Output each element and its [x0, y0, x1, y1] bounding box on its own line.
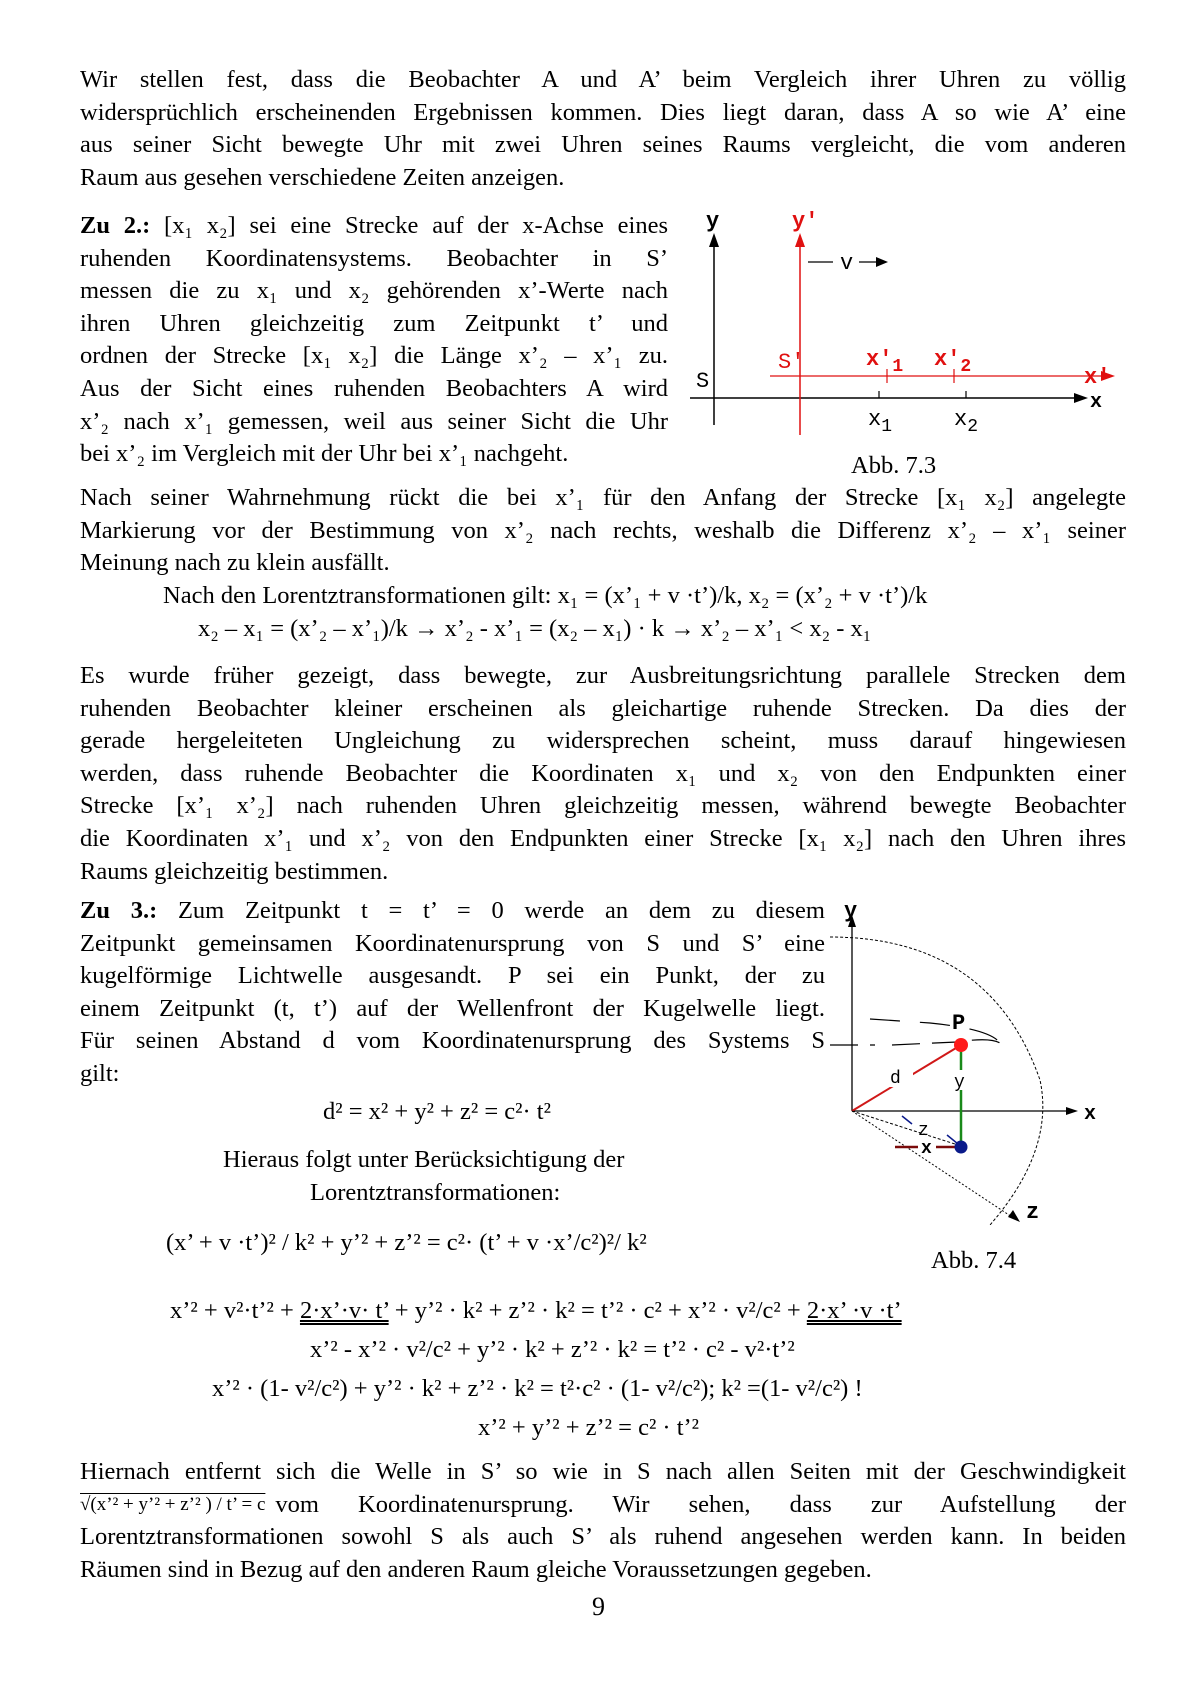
S-label: S [696, 369, 710, 394]
section2-heading: Zu 2.: [80, 212, 151, 239]
text-line: ruhenden Koordinatensystems. Beobachter in S’ [80, 244, 668, 272]
inequality-formula: x₂ – x₁ = (x’₂ – x’₁)/k → x’₂ - x’₁ = (x₂ – x₁) · k → x’₂ – x’₁ < x₂ - x₁ [198, 615, 872, 642]
point-P-icon [954, 1038, 968, 1052]
underlined-term: 2·x’ ·v ·t’ [806, 1297, 902, 1324]
text-line: einem Zeitpunkt (t, t’) auf der Wellenfront der Kugelwelle liegt. [80, 994, 825, 1022]
intro-paragraph [80, 64, 1126, 194]
figure-7-4 [830, 895, 1130, 1225]
final-paragraph [80, 1456, 1126, 1586]
text-line: bei x’₂ im Vergleich mit der Uhr bei x’₁ nachgeht. [80, 440, 569, 468]
section3-heading: Zu 3.: [80, 897, 158, 924]
y-axis-label: y [706, 209, 720, 234]
y-axis-label: y [844, 899, 858, 924]
text-line: Räumen sind in Bezug auf den anderen Raum gleiche Voraussetzungen gegeben. [80, 1555, 872, 1583]
text-line: ordnen der Strecke [x₁ x₂] die Länge x’₂ – x’₁ zu. [80, 342, 668, 370]
hieraus-text: Hieraus folgt unter Berücksichtigung der [223, 1146, 625, 1173]
y-prime-label: y' [792, 209, 819, 234]
text-line: widersprüchlich erscheinenden Ergebnissen kommen. Dies liegt daran, dass A so wie A’ eine [80, 98, 1126, 126]
x2-prime-label: $x'_2$ [934, 347, 972, 377]
x-label: x [921, 1139, 932, 1159]
figure-7-3 [690, 205, 1120, 445]
text-line: Es wurde früher gezeigt, dass bewegte, zur Ausbreitungsrichtung parallele Strecken dem [80, 662, 1126, 689]
lorentz-formula: Nach den Lorentztransformationen gilt: x₁ = (x’₁ + v ·t’)/k, x₂ = (x’₂ + v ·t’)/k [163, 582, 928, 609]
z-axis-label: z [1026, 1200, 1040, 1225]
x-axis-label: x [1084, 1103, 1097, 1126]
text-line: messen die zu x₁ und x₂ gehörenden x’-Werte nach [80, 277, 668, 305]
x1-label: $x_1$ [868, 407, 893, 437]
text-line: Zu 3.: Zum Zeitpunkt t = t’ = 0 werde an dem zu diesem [80, 897, 825, 924]
velocity-arrow-icon [876, 257, 888, 267]
text-line: werden, dass ruhende Beobachter die Koordinaten x₁ und x₂ von den Endpunkten einer [80, 759, 1126, 787]
figure-7-4-caption: Abb. 7.4 [931, 1247, 1017, 1274]
x-prime-label: x' [1084, 365, 1111, 390]
text-line: Strecke [x’₁ x’₂] nach ruhenden Uhren gleichzeitig messen, während bewegte Beobachter [80, 792, 1126, 820]
lorentz-equation: (x’ + v ·t’)² / k² + y’² + z’² = c²· (t’ + v ·x’/c²)²/ k² [166, 1229, 647, 1256]
text-line: Zu 2.: [x₁ x₂] sei eine Strecke auf der x-Achse eines [80, 212, 668, 239]
z-label: z [918, 1121, 929, 1141]
text-line: Hiernach entfernt sich die Welle in S’ so wie in S nach allen Seiten mit der Geschwindigkeit [80, 1458, 1126, 1485]
text-line: aus seiner Sicht bewegte Uhr mit zwei Uhren seines Raums vergleicht, die vom anderen [80, 131, 1126, 159]
derivation-eq-3: x’² · (1- v²/c²) + y’² · k² + z’² · k² = t²·c² · (1- v²/c²); k² =(1- v²/c²) ! [212, 1375, 863, 1402]
base-point-icon [955, 1141, 968, 1154]
section2-continuation [80, 482, 1126, 580]
text-line: ihren Uhren gleichzeitig zum Zeitpunkt t’ und [80, 309, 668, 337]
velocity-label: v [840, 251, 854, 276]
text-line: x’₂ nach x’₁ gemessen, weil aus seiner Sicht die Uhr [80, 407, 668, 435]
text-line: Raums gleichzeitig bestimmen. [80, 857, 389, 885]
distance-equation: d² = x² + y² + z² = c²· t² [323, 1098, 551, 1125]
figure-7-3-caption: Abb. 7.3 [851, 452, 937, 479]
y-label: y [954, 1073, 965, 1093]
x2-label: $x_2$ [954, 407, 979, 437]
derivation-eq-4: x’² + y’² + z’² = c² · t’² [478, 1414, 700, 1441]
derivation-eq-2: x’² - x’² · v²/c² + y’² · k² + z’² · k² = t’² · c² - v²·t’² [310, 1336, 795, 1363]
underlined-term: 2·x’·v· t’ [299, 1297, 389, 1324]
d-label: d [890, 1069, 901, 1089]
section2-paragraph [80, 660, 1126, 888]
text-line: kugelförmige Lichtwelle ausgesandt. P sei ein Punkt, der zu [80, 962, 825, 990]
text-line: √(x’² + y’² + z’² ) / t’ = c vom Koordinatenursprung. Wir sehen, dass zur Aufstellung der [80, 1489, 1126, 1522]
text-line: Aus der Sicht eines ruhenden Beobachters A wird [80, 374, 668, 402]
text-line: Für seinen Abstand d vom Koordinatenursprung des Systems S [80, 1027, 825, 1055]
text-line: gilt: [80, 1059, 120, 1087]
S-prime-label: S' [778, 350, 805, 375]
text-line: Markierung vor der Bestimmung von x’₂ nach rechts, weshalb die Differenz x’₂ – x’₁ seiner [80, 516, 1126, 544]
text-line: Lorentztransformationen sowohl S als auch S’ als ruhend angesehen werden kann. In beiden [80, 1523, 1126, 1551]
P-label: P [952, 1011, 966, 1036]
section2-text [80, 210, 668, 471]
x-axis-label: x [1090, 391, 1103, 414]
sqrt-expression: √(x’² + y’² + z’² ) / t’ = c [80, 1493, 266, 1515]
hieraus-text-2: Lorentztransformationen: [310, 1179, 561, 1206]
text-line: Raum aus gesehen verschiedene Zeiten anzeigen. [80, 163, 565, 191]
x1-prime-label: $x'_1$ [866, 347, 904, 377]
text-line: ruhenden Beobachter kleiner erscheinen als gleichartige ruhende Strecken. Da dies der [80, 694, 1126, 722]
text-line: Wir stellen fest, dass die Beobachter A und A’ beim Vergleich ihrer Uhren zu völlig [80, 66, 1126, 93]
text-line: gerade hergeleiteten Ungleichung zu widersprechen scheint, muss darauf hingewiesen [80, 727, 1126, 755]
derivation-eq-1: x’² + v²·t’² + 2·x’·v· t’ + y’² · k² + z’² · k² = t’² · c² + x’² · v²/c² + 2·x’ ·v ·t’ [170, 1297, 902, 1324]
text-line: Meinung nach zu klein ausfällt. [80, 549, 390, 577]
text-line: Nach seiner Wahrnehmung rückt die bei x’₁ für den Anfang der Strecke [x₁ x₂] angelegte [80, 484, 1126, 511]
text-line: Zeitpunkt gemeinsamen Koordinatenursprung von S und S’ eine [80, 929, 825, 957]
text-line: die Koordinaten x’₁ und x’₂ von den Endpunkten einer Strecke [x₁ x₂] nach den Uhren ihres [80, 824, 1126, 852]
section3-text [80, 895, 825, 1091]
page-number: 9 [592, 1592, 605, 1621]
